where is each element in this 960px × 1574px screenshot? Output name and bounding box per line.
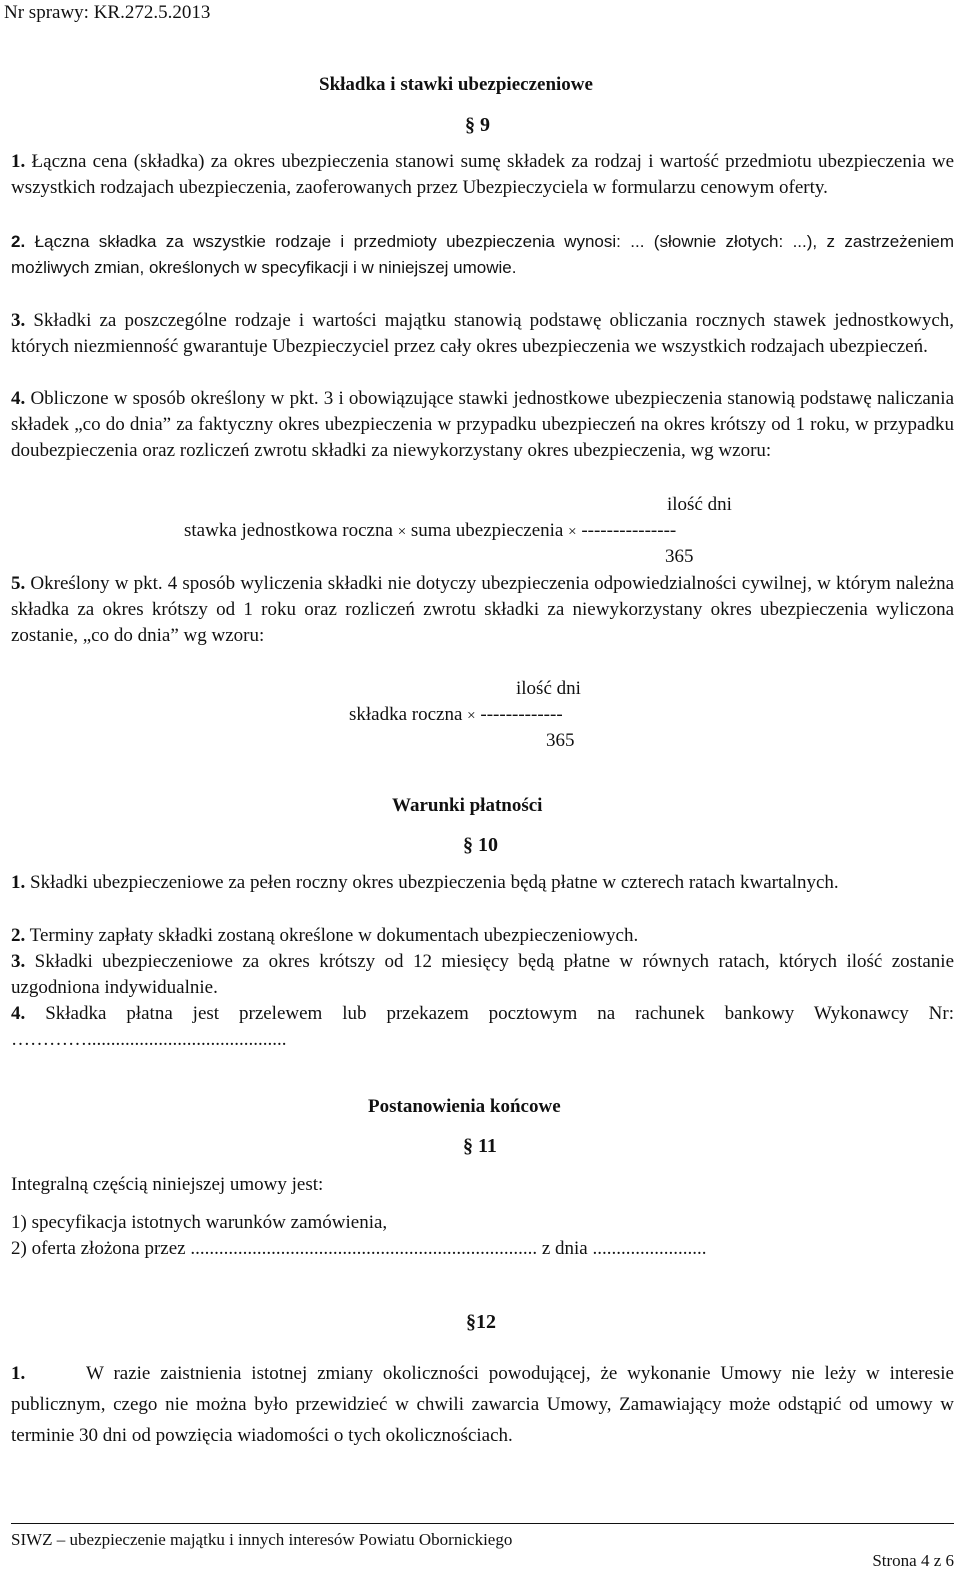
footer-divider [11,1523,954,1524]
clause-number: 1. [11,872,26,893]
clause-9-2 [11,229,954,281]
formula1-term-rate: stawka jednostkowa roczna [184,520,393,541]
clause-number: 2. [11,232,26,251]
formula2-denominator: 365 [546,730,575,751]
clause-text: Łączna składka za wszystkie rodzaje i przedmioty ubezpieczenia wynosi: [34,232,621,251]
section-title-final: Postanowienia końcowe [368,1096,561,1117]
formula2-expression [349,702,563,729]
clause-12-1 [11,1358,954,1451]
clause-text: Składki za poszczególne rodzaje i wartości majątku stanowią podstawę obliczania rocznych stawek jednostkowych, których niezmienność gwarantuje Ubezpieczyciel przez cały okres ubezpieczenia we wszystkich rodzajach ubezpieczeń. [11,310,954,357]
clause-9-1 [11,149,954,201]
clause-10-2 [11,923,954,949]
section-number-11: § 11 [463,1135,497,1157]
formula1-denominator: 365 [665,546,694,567]
formula2-numerator: ilość dni [516,678,581,699]
formula2-term-annual: składka roczna [349,704,463,725]
clause-10-4 [11,1001,954,1053]
clause-text: Składka płatna jest przelewem lub przekazem pocztowym na rachunek bankowy Wykonawcy Nr: ………….......................................... [11,1003,955,1050]
clause-9-3 [11,308,954,360]
annex-item: 1) specyfikacja istotnych warunków zamówienia, [11,1212,388,1233]
clause-number: 3. [11,310,26,331]
annex-item: 2) oferta złożona przez ......................................................................... z dnia ........................ [11,1238,707,1259]
multiply-sign: × [568,524,577,540]
clause-10-3 [11,949,954,1001]
clause-text: Określony w pkt. 4 sposób wyliczenia składki nie dotyczy ubezpieczenia odpowiedzialności cywilnej, w którym należna składka za okres krótszy od 1 roku oraz rozliczeń zwrotu składki za niewykorzystany okres ubezpieczenia wyliczona zostanie, „co do dnia” wg wzoru: [11,573,955,646]
clause-9-4 [11,386,954,464]
footer-document-title: SIWZ – ubezpieczenie majątku i innych interesów Powiatu Obornickiego [11,1530,513,1549]
section-number-9: § 9 [465,114,490,136]
page-number: Strona 4 z 6 [872,1551,954,1570]
clause-text-tail: określonych w specyfikacji i w niniejszej umowie. [148,258,517,277]
clause-number: 5. [11,573,26,594]
formula1-term-sum: suma ubezpieczenia [410,520,564,541]
formula1-fraction-bar: --------------- [581,520,677,541]
clause-text: Obliczone w sposób określony w pkt. 3 i obowiązujące stawki jednostkowe ubezpieczenia stanowią podstawę naliczania składek „co do dnia” za faktyczny okres ubezpieczenia w przypadku ubezpieczeń na okres krótszy od 1 roku, w przypadku doubezpieczenia oraz rozliczeń zwrotu składki za niewykorzystany okres ubezpieczenia, wg wzoru: [11,388,955,461]
formula2-fraction-bar: ------------- [480,704,563,725]
section-title-payment: Warunki płatności [392,795,543,816]
formula1-numerator: ilość dni [667,494,732,515]
section-number-10: § 10 [463,834,498,856]
clause-number: 1. [11,1363,26,1384]
clause-10-1 [11,870,954,896]
case-number: Nr sprawy: KR.272.5.2013 [4,2,211,23]
clause-text: Terminy zapłaty składki zostaną określone w dokumentach ubezpieczeniowych. [29,925,639,946]
clause-text: Łączna cena (składka) za okres ubezpieczenia stanowi sumę składek za rodzaj i wartość przedmiotu ubezpieczenia we wszystkich rodzajach ubezpieczenia, zaoferowanych przez Ubezpieczyciela w formularzu cenowym oferty. [11,151,955,198]
annex-intro: Integralną częścią niniejszej umowy jest: [11,1174,324,1195]
multiply-sign: × [397,524,407,540]
clause-text-amount: ... (słownie złotych: ...), z zastrzeżeniem możliwych zmian, [11,232,954,277]
multiply-sign: × [467,708,476,724]
section-title-premium: Składka i stawki ubezpieczeniowe [319,74,593,95]
section-number-12: §12 [466,1311,496,1333]
clause-text: Składki ubezpieczeniowe za okres krótszy od 12 miesięcy będą płatne w równych ratach, których ilość zostanie uzgodniona indywidualnie. [11,951,954,998]
clause-number: 1. [11,151,26,172]
clause-text: W razie zaistnienia istotnej zmiany okoliczności powodującej, że wykonanie Umowy nie leży w interesie publicznym, czego nie można było przewidzieć w chwili zawarcia Umowy, Zamawiający może odstąpić od umowy w terminie 30 dni od powzięcia wiadomości o tych okolicznościach. [11,1363,954,1446]
formula1-expression [184,518,676,545]
clause-number: 4. [11,1003,26,1024]
clause-9-5 [11,571,954,649]
clause-number: 3. [11,951,26,972]
clause-text: Składki ubezpieczeniowe za pełen roczny okres ubezpieczenia będą płatne w czterech ratach kwartalnych. [30,872,839,893]
clause-number: 4. [11,388,26,409]
clause-number: 2. [11,925,26,946]
